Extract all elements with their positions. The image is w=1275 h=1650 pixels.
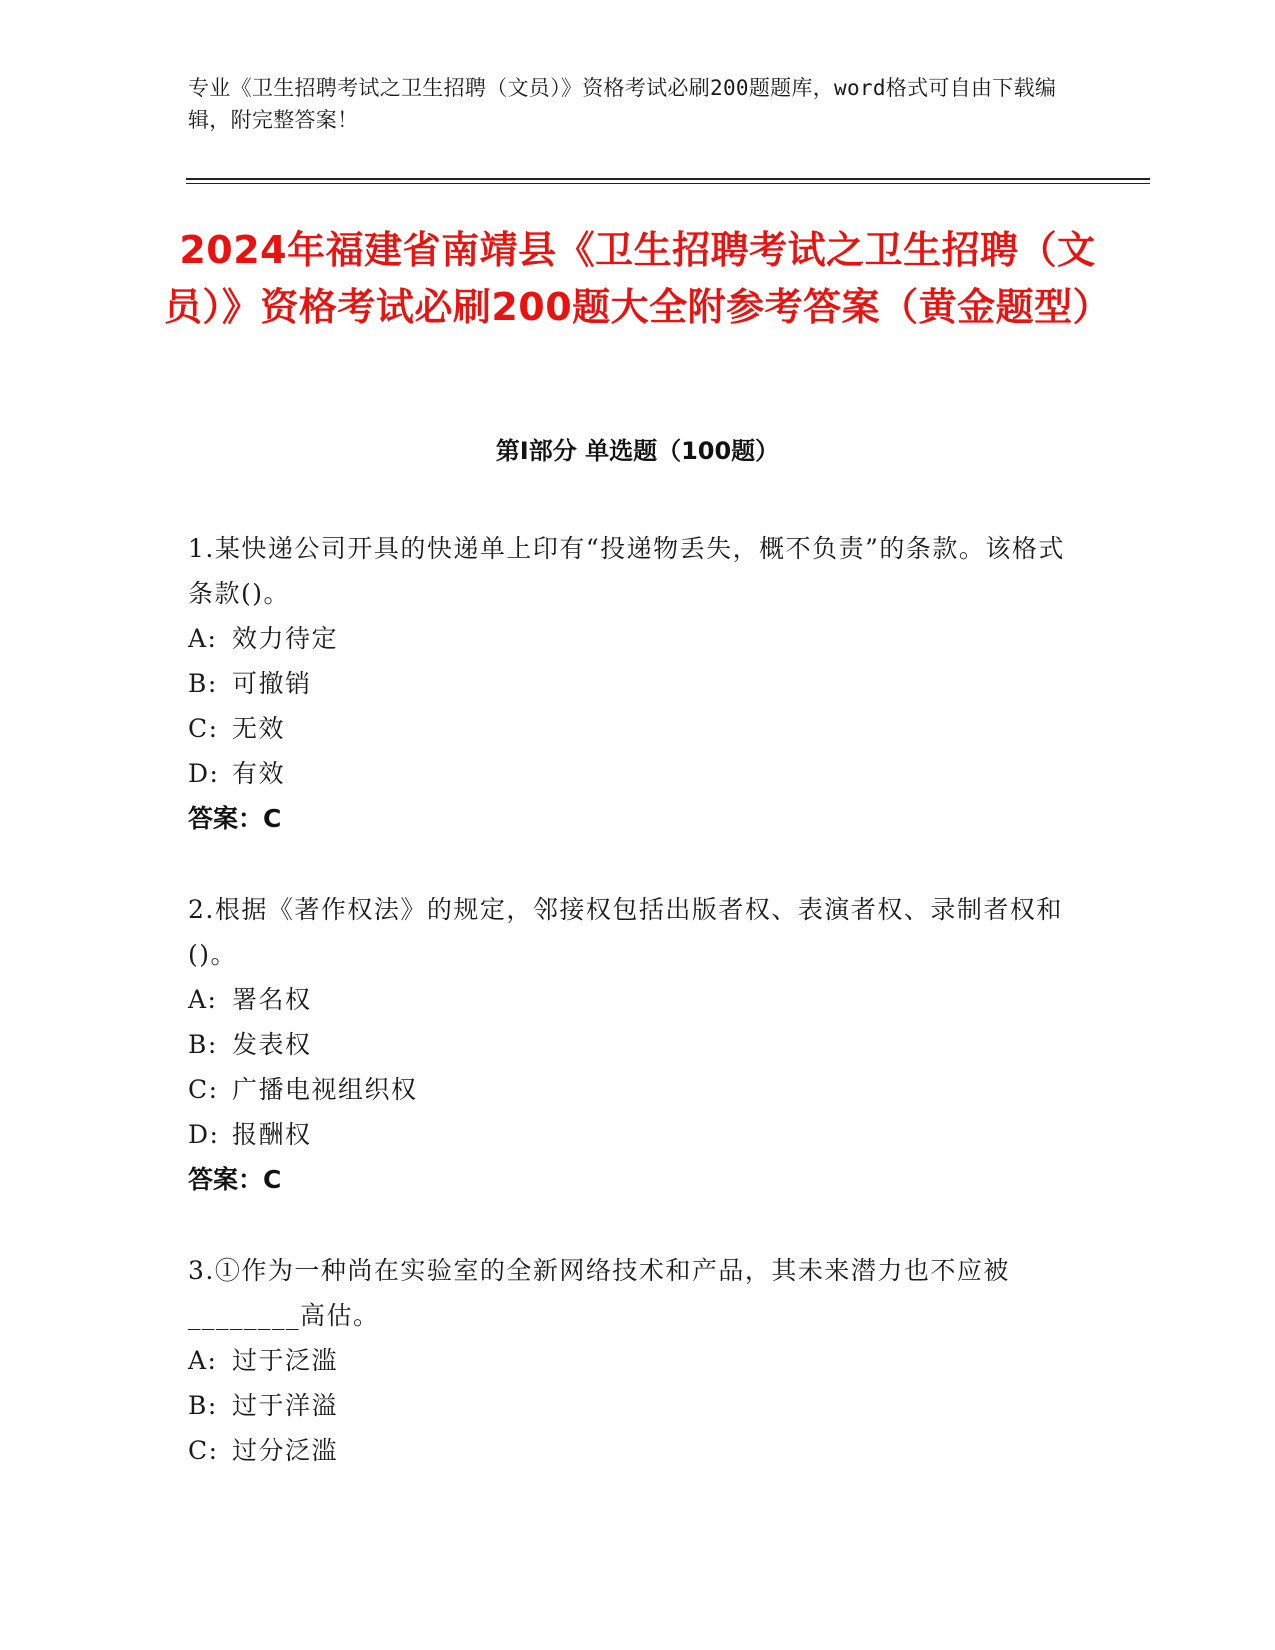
option-text: 过于洋溢	[232, 1391, 339, 1420]
option-letter: A:	[188, 985, 218, 1014]
question-stem: 2.根据《著作权法》的规定，邻接权包括出版者权、表演者权、录制者权和()。	[188, 895, 1063, 969]
option-text: 有效	[232, 759, 286, 788]
option-letter: B:	[188, 1030, 218, 1059]
question-stem: 3.①作为一种尚在实验室的全新网络技术和产品，其未来潜力也不应被________高估。	[188, 1256, 1010, 1330]
option-d	[188, 1112, 1068, 1157]
option-letter: C:	[188, 714, 219, 743]
question-stem: 1.某快递公司开具的快递单上印有“投递物丢失，概不负责”的条款。该格式条款()。	[188, 534, 1065, 608]
option-letter: D:	[188, 1120, 220, 1149]
answer-line: 答案：C	[188, 1165, 282, 1194]
option-letter: D:	[188, 759, 220, 788]
option-letter: B:	[188, 1391, 218, 1420]
question-list	[188, 526, 1068, 1473]
option-letter: A:	[188, 1346, 218, 1375]
option-text: 效力待定	[232, 624, 339, 653]
question-2	[188, 887, 1068, 1203]
option-b	[188, 1022, 1068, 1067]
option-text: 发表权	[232, 1030, 312, 1059]
option-text: 报酬权	[232, 1120, 312, 1149]
option-c	[188, 1428, 1068, 1473]
option-b	[188, 1383, 1068, 1428]
question-1	[188, 526, 1068, 842]
header-divider-thin	[186, 183, 1150, 184]
option-text: 过分泛滥	[232, 1436, 339, 1465]
document-title: 2024年福建省南靖县《卫生招聘考试之卫生招聘（文员）》资格考试必刷200题大全附参考答案（黄金题型）	[163, 228, 1112, 329]
option-letter: A:	[188, 624, 218, 653]
answer-line: 答案：C	[188, 804, 282, 833]
option-d	[188, 751, 1068, 796]
header-divider-thick	[186, 178, 1150, 180]
option-text: 可撤销	[232, 669, 312, 698]
question-3	[188, 1248, 1068, 1473]
option-c	[188, 706, 1068, 751]
option-text: 广播电视组织权	[232, 1075, 418, 1104]
section-title: 第I部分 单选题（100题）	[495, 437, 780, 465]
option-a	[188, 977, 1068, 1022]
option-text: 过于泛滥	[232, 1346, 339, 1375]
option-text: 署名权	[232, 985, 312, 1014]
option-a	[188, 1338, 1068, 1383]
header-note: 专业《卫生招聘考试之卫生招聘（文员）》资格考试必刷200题题库，word格式可自由下载编辑，附完整答案！	[188, 76, 1057, 132]
option-b	[188, 661, 1068, 706]
option-letter: C:	[188, 1436, 219, 1465]
option-a	[188, 616, 1068, 661]
option-c	[188, 1067, 1068, 1112]
option-letter: C:	[188, 1075, 219, 1104]
option-text: 无效	[232, 714, 286, 743]
option-letter: B:	[188, 669, 218, 698]
